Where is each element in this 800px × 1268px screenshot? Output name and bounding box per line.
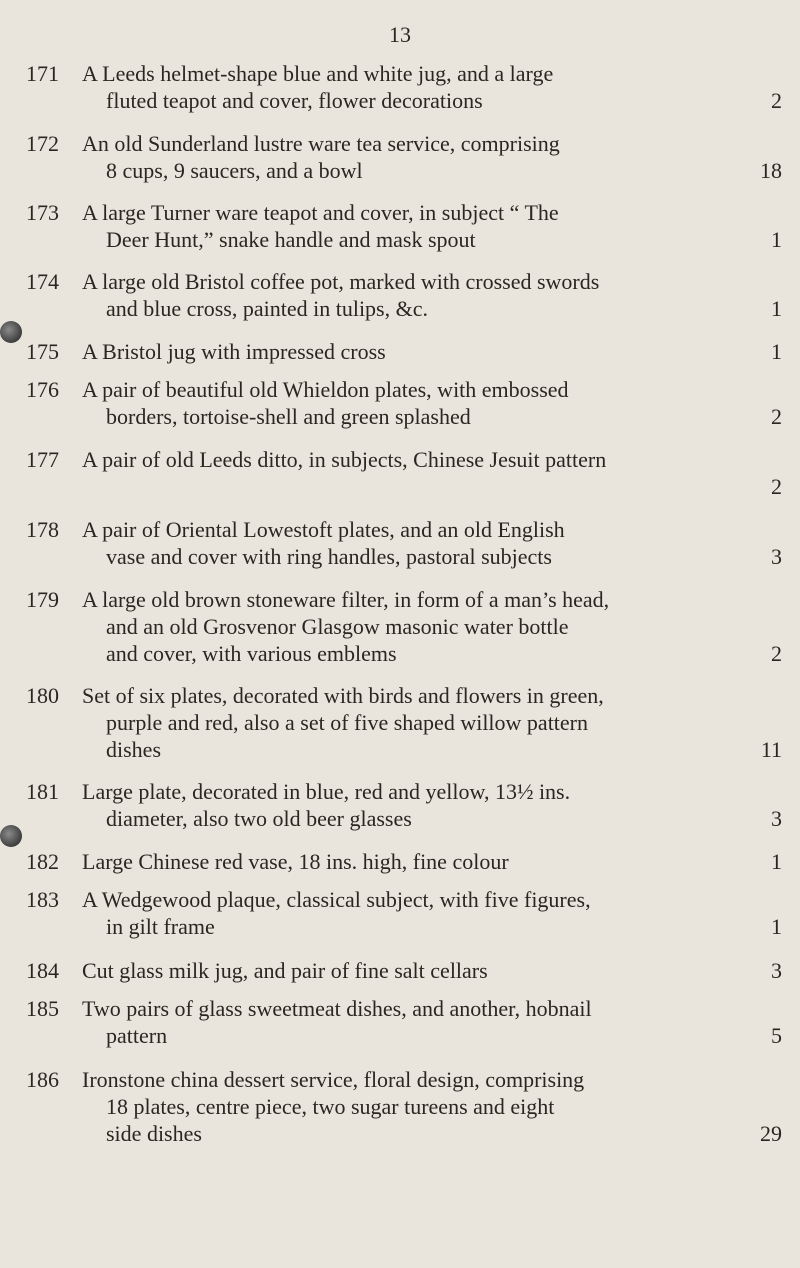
lot-description bbox=[82, 848, 782, 875]
lot-description-line: Cut glass milk jug, and pair of fine salt cellars bbox=[82, 958, 488, 983]
lot-quantity: 1 bbox=[771, 296, 782, 321]
lot-number: 185 bbox=[26, 996, 59, 1021]
lot-number: 180 bbox=[26, 683, 59, 708]
lot-quantity: 29 bbox=[760, 1121, 782, 1146]
lot-description-line: A pair of beautiful old Whieldon plates, with embossed bbox=[82, 377, 569, 402]
lot-description-line: A pair of old Leeds ditto, in subjects, Chinese Jesuit pattern bbox=[82, 447, 607, 472]
lot-number: 181 bbox=[26, 779, 59, 804]
lot-quantity: 2 bbox=[771, 404, 782, 429]
lot-description bbox=[82, 957, 782, 984]
lot-quantity: 2 bbox=[771, 88, 782, 113]
lot-description bbox=[82, 60, 782, 114]
lot-description bbox=[82, 995, 782, 1049]
lot-description-line: A Wedgewood plaque, classical subject, with five figures, bbox=[82, 887, 591, 912]
lot-description bbox=[82, 130, 782, 184]
lot-number: 186 bbox=[26, 1067, 59, 1092]
lot-quantity: 1 bbox=[771, 227, 782, 252]
lot-description-line: A pair of Oriental Lowestoft plates, and an old English bbox=[82, 517, 565, 542]
lot-description-line: An old Sunderland lustre ware tea service, comprising bbox=[82, 131, 560, 156]
lot-description-line: borders, tortoise-shell and green splashed bbox=[106, 404, 471, 429]
lot-description bbox=[82, 778, 782, 832]
lot-description-line: Large Chinese red vase, 18 ins. high, fine colour bbox=[82, 849, 509, 874]
lot-number: 178 bbox=[26, 517, 59, 542]
lot-description-line: A Bristol jug with impressed cross bbox=[82, 339, 386, 364]
lot-description-line: side dishes bbox=[106, 1121, 202, 1146]
lot-description bbox=[82, 338, 782, 365]
lot-number: 179 bbox=[26, 587, 59, 612]
lot-description bbox=[82, 268, 782, 322]
lot-description-line: Large plate, decorated in blue, red and yellow, 13½ ins. bbox=[82, 779, 571, 804]
binding-hole-bottom bbox=[0, 825, 22, 847]
lot-description bbox=[82, 682, 782, 763]
lot-number: 177 bbox=[26, 447, 59, 472]
lot-description bbox=[82, 516, 782, 570]
lot-quantity: 2 bbox=[771, 641, 782, 666]
lot-description-line: fluted teapot and cover, flower decorations bbox=[106, 88, 483, 113]
lot-description bbox=[82, 446, 782, 500]
page-number: 13 bbox=[389, 22, 411, 47]
lot-quantity: 3 bbox=[771, 544, 782, 569]
lot-quantity: 3 bbox=[771, 958, 782, 983]
lot-description-line: Set of six plates, decorated with birds and flowers in green, bbox=[82, 683, 604, 708]
lot-quantity: 11 bbox=[760, 737, 782, 762]
lot-description-line: and blue cross, painted in tulips, &c. bbox=[106, 296, 428, 321]
lot-quantity: 2 bbox=[771, 474, 782, 499]
lot-description-line: Deer Hunt,” snake handle and mask spout bbox=[106, 227, 476, 252]
lot-number: 176 bbox=[26, 377, 59, 402]
binding-hole-top bbox=[0, 321, 22, 343]
lot-description-line: in gilt frame bbox=[106, 914, 215, 939]
lot-description-line: A Leeds helmet-shape blue and white jug, and a large bbox=[82, 61, 554, 86]
lot-number: 184 bbox=[26, 958, 59, 983]
lot-description-line: vase and cover with ring handles, pastoral subjects bbox=[106, 544, 552, 569]
lot-description-line: dishes bbox=[106, 737, 161, 762]
lot-description-line: Ironstone china dessert service, floral design, comprising bbox=[82, 1067, 585, 1092]
lot-quantity: 3 bbox=[771, 806, 782, 831]
lot-number: 171 bbox=[26, 61, 59, 86]
lot-description-line: diameter, also two old beer glasses bbox=[106, 806, 412, 831]
lot-number: 172 bbox=[26, 131, 59, 156]
lot-number: 183 bbox=[26, 887, 59, 912]
lot-quantity: 5 bbox=[771, 1023, 782, 1048]
lot-quantity: 1 bbox=[771, 914, 782, 939]
lot-description-line: 8 cups, 9 saucers, and a bowl bbox=[106, 158, 363, 183]
lot-description-line: A large Turner ware teapot and cover, in subject “ The bbox=[82, 200, 559, 225]
lot-number: 182 bbox=[26, 849, 59, 874]
lot-description bbox=[82, 199, 782, 253]
lot-number: 173 bbox=[26, 200, 59, 225]
lot-description-line: A large old Bristol coffee pot, marked with crossed swords bbox=[82, 269, 600, 294]
lot-quantity: 18 bbox=[760, 158, 782, 183]
lot-number: 174 bbox=[26, 269, 59, 294]
lot-description bbox=[82, 886, 782, 940]
lot-description bbox=[82, 376, 782, 430]
lot-description-line: and an old Grosvenor Glasgow masonic water bottle bbox=[106, 614, 569, 639]
lot-quantity: 1 bbox=[771, 339, 782, 364]
lot-description-line: A large old brown stoneware filter, in form of a man’s head, bbox=[82, 587, 610, 612]
lot-description-line: Two pairs of glass sweetmeat dishes, and another, hobnail bbox=[82, 996, 592, 1021]
lot-description-line: pattern bbox=[106, 1023, 168, 1048]
lot-description bbox=[82, 586, 782, 667]
lot-description-line: purple and red, also a set of five shaped willow pattern bbox=[106, 710, 589, 735]
lot-description bbox=[82, 1066, 782, 1147]
lot-quantity: 1 bbox=[771, 849, 782, 874]
lot-number: 175 bbox=[26, 339, 59, 364]
lot-description-line: and cover, with various emblems bbox=[106, 641, 397, 666]
lot-description-line: 18 plates, centre piece, two sugar tureens and eight bbox=[106, 1094, 555, 1119]
